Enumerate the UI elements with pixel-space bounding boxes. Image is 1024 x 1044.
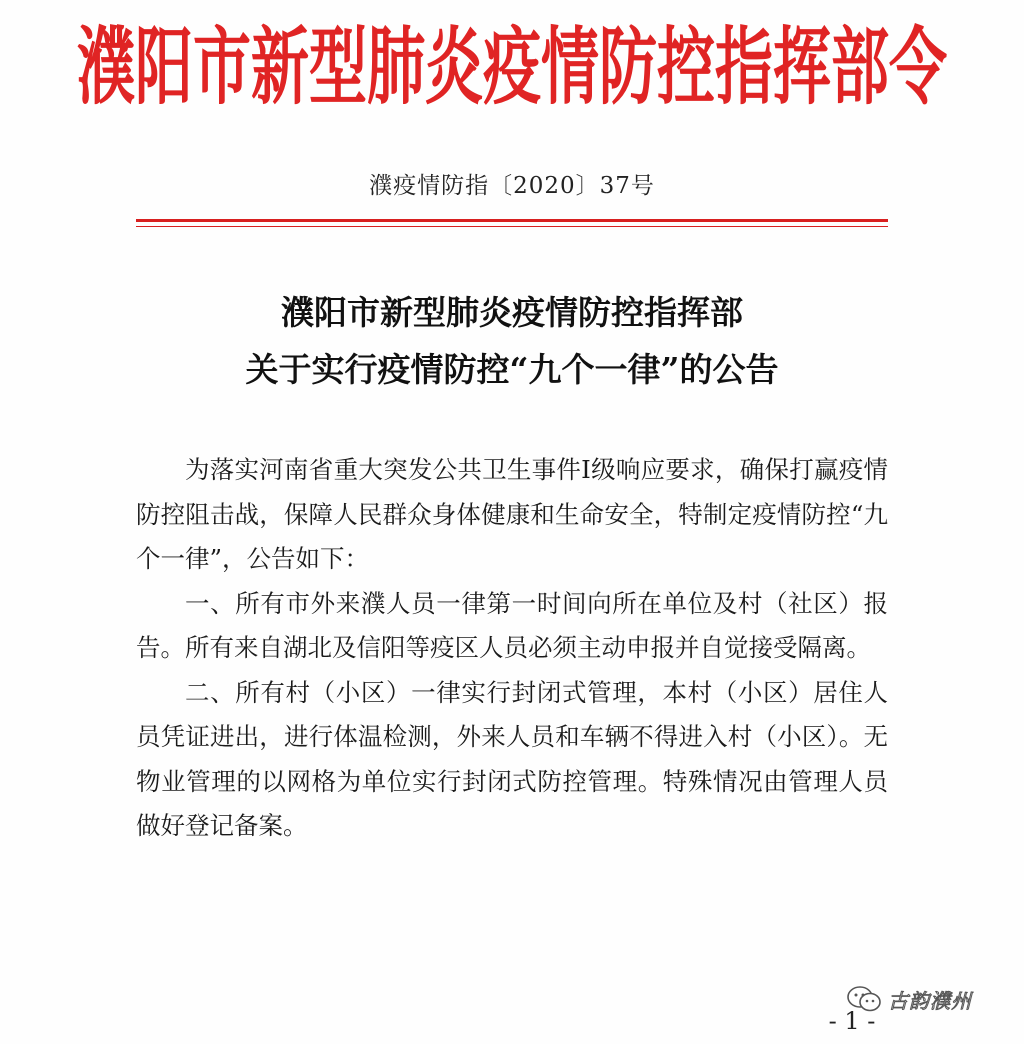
announcement-title: [0, 284, 1024, 398]
body-paragraph-intro: 为落实河南省重大突发公共卫生事件Ⅰ级响应要求，确保打赢疫情防控阻击战，保障人民群众身体健康和生命安全，特制定疫情防控“九个一律”，公告如下：: [136, 455, 888, 573]
page-number: - 1 -: [828, 1007, 876, 1035]
header-divider-thick: [136, 219, 888, 222]
header-divider-thin: [136, 226, 888, 227]
announcement-body: [136, 448, 888, 849]
body-paragraph-item-1: 一、所有市外来濮人员一律第一时间向所在单位及村（社区）报告。所有来自湖北及信阳等疫区人员必须主动申报并自觉接受隔离。: [136, 588, 888, 662]
announcement-title-line-2: 关于实行疫情防控“九个一律”的公告: [245, 350, 779, 389]
document-header-title: 濮阳市新型肺炎疫情防控指挥部令: [76, 17, 947, 117]
announcement-title-line-1: 濮阳市新型肺炎疫情防控指挥部: [281, 293, 743, 332]
body-paragraph-item-2: 二、所有村（小区）一律实行封闭式管理，本村（小区）居住人员凭证进出，进行体温检测，外来人员和车辆不得进入村（小区）。无物业管理的以网格为单位实行封闭式防控管理。特殊情况由管理人员做好登记备案。: [136, 677, 888, 840]
document-number: 濮疫情防指〔2020〕37号: [369, 173, 655, 199]
watermark-text: 古韵濮州: [888, 988, 972, 1013]
